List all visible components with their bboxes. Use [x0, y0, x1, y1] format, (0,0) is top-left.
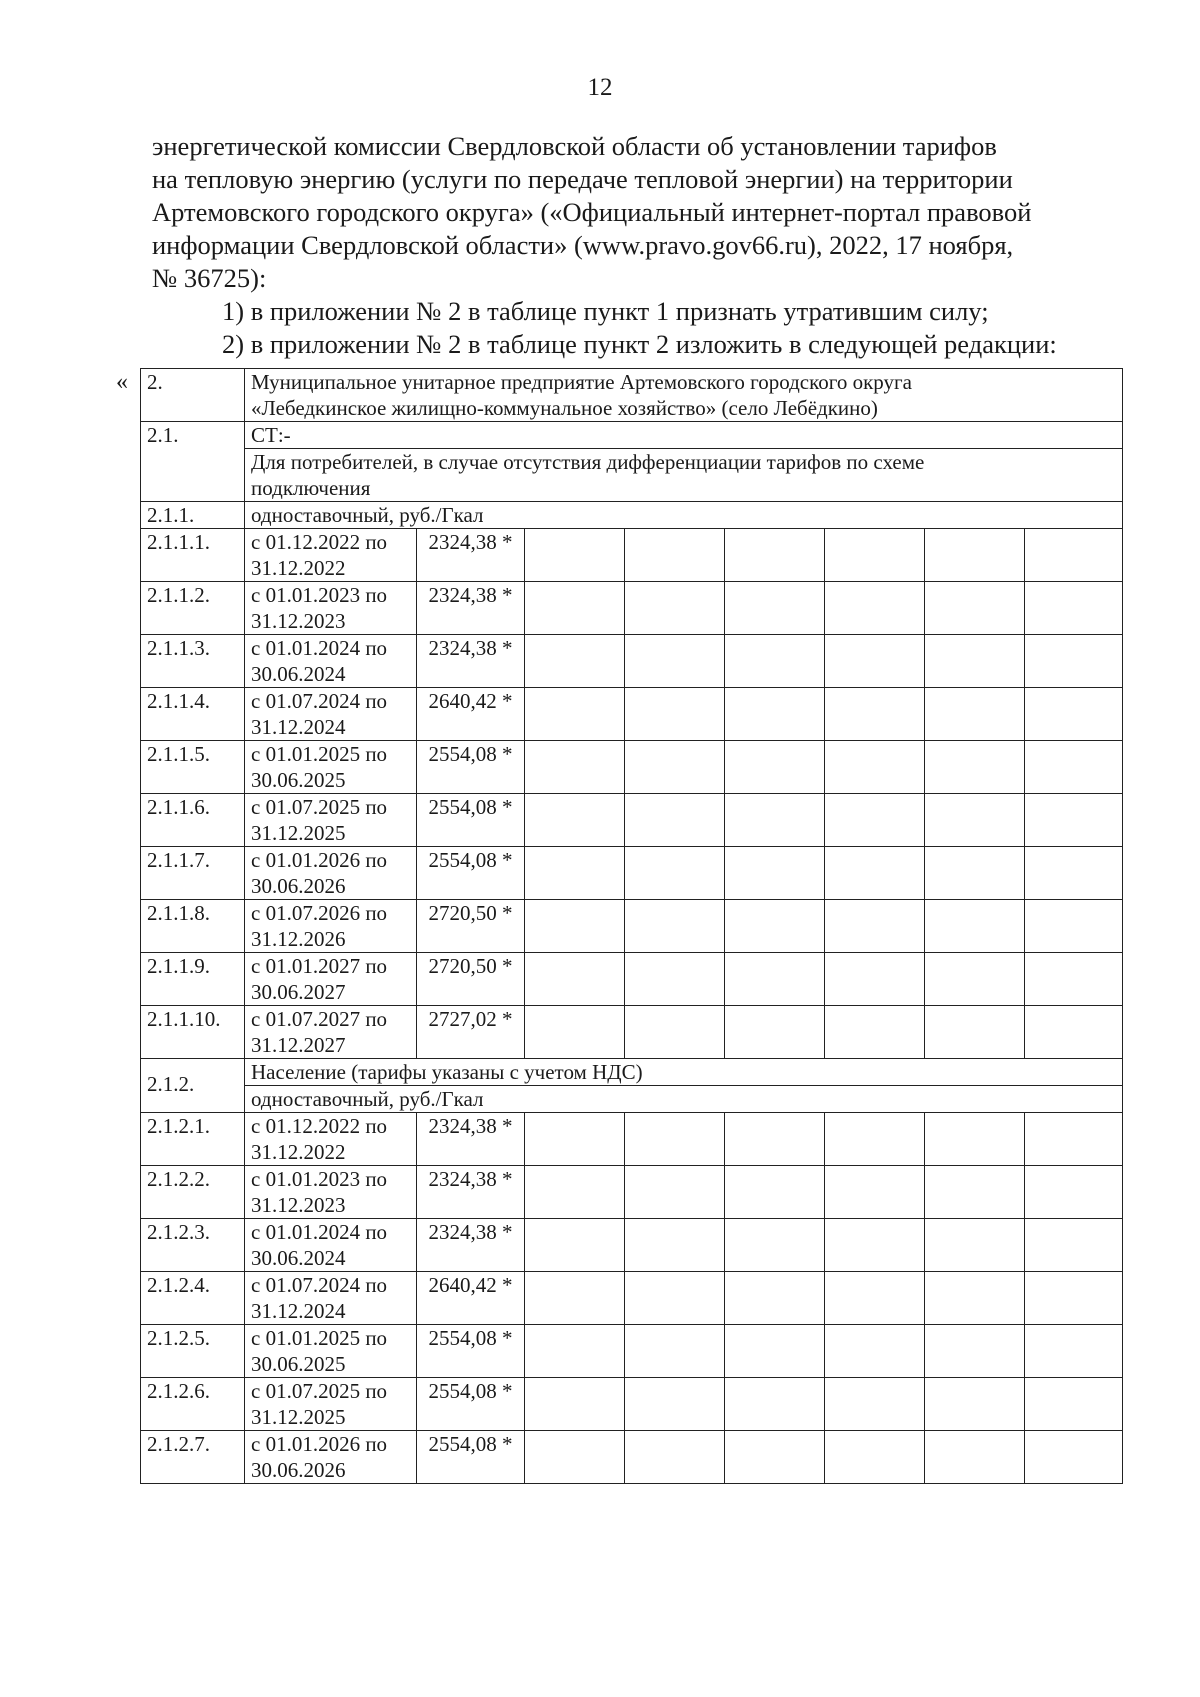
- table-row: [141, 1378, 1123, 1431]
- paragraph-line: № 36725):: [152, 263, 267, 293]
- consumers-line: подключения: [251, 476, 371, 500]
- row-number: 2.1.1.9.: [141, 953, 245, 1006]
- period-end: 31.12.2022: [251, 556, 346, 580]
- table-row: [141, 635, 1123, 688]
- empty-cell: [825, 1219, 925, 1272]
- row-number: 2.1.1.6.: [141, 794, 245, 847]
- table-row-rate: [141, 1086, 1123, 1113]
- period-end: 30.06.2027: [251, 980, 346, 1004]
- empty-cell: [825, 1431, 925, 1484]
- empty-cell: [1025, 1006, 1123, 1059]
- population-cell: Население (тарифы указаны с учетом НДС): [245, 1059, 1123, 1086]
- empty-cell: [1025, 1166, 1123, 1219]
- period-end: 31.12.2022: [251, 1140, 346, 1164]
- period-start: с 01.12.2022 по: [251, 530, 388, 554]
- empty-cell: [525, 847, 625, 900]
- row-number: 2.1.2.7.: [141, 1431, 245, 1484]
- period-start: с 01.07.2024 по: [251, 689, 388, 713]
- table-row: [141, 1113, 1123, 1166]
- period-end: 30.06.2024: [251, 1246, 346, 1270]
- empty-cell: [525, 529, 625, 582]
- empty-cell: [525, 1325, 625, 1378]
- empty-cell: [925, 1219, 1025, 1272]
- tariff-table: [140, 368, 1123, 1484]
- paragraph-line: Артемовского городского округа» («Официальный интернет-портал правовой: [152, 197, 1032, 227]
- empty-cell: [925, 1006, 1025, 1059]
- empty-cell: [1025, 900, 1123, 953]
- period-start: с 01.01.2023 по: [251, 583, 388, 607]
- empty-cell: [725, 741, 825, 794]
- empty-cell: [1025, 1219, 1123, 1272]
- period-start: с 01.12.2022 по: [251, 1114, 388, 1138]
- page-number: 12: [587, 74, 613, 101]
- empty-cell: [725, 900, 825, 953]
- empty-cell: [1025, 1113, 1123, 1166]
- empty-cell: [525, 1378, 625, 1431]
- empty-cell: [1025, 1431, 1123, 1484]
- organization-name-line: «Лебедкинское жилищно-коммунальное хозяйство» (село Лебёдкино): [251, 396, 878, 420]
- empty-cell: [725, 529, 825, 582]
- empty-cell: [825, 635, 925, 688]
- empty-cell: [825, 1166, 925, 1219]
- period-start: с 01.07.2025 по: [251, 795, 388, 819]
- period-cell: [245, 741, 417, 794]
- table-row-2-1-2: [141, 1059, 1123, 1086]
- body-text: [152, 130, 1157, 361]
- table-row: [141, 953, 1123, 1006]
- empty-cell: [825, 582, 925, 635]
- empty-cell: [525, 1431, 625, 1484]
- table-row: [141, 688, 1123, 741]
- empty-cell: [1025, 794, 1123, 847]
- table-row: [141, 794, 1123, 847]
- period-end: 31.12.2024: [251, 715, 346, 739]
- row-number: 2.1.1.10.: [141, 1006, 245, 1059]
- empty-cell: [925, 635, 1025, 688]
- period-cell: [245, 529, 417, 582]
- empty-cell: [825, 1378, 925, 1431]
- period-start: с 01.07.2027 по: [251, 1007, 388, 1031]
- empty-cell: [525, 1272, 625, 1325]
- empty-cell: [525, 1219, 625, 1272]
- empty-cell: [625, 529, 725, 582]
- period-start: с 01.01.2025 по: [251, 742, 388, 766]
- empty-cell: [725, 1431, 825, 1484]
- period-cell: [245, 900, 417, 953]
- period-start: с 01.01.2026 по: [251, 1432, 388, 1456]
- period-end: 31.12.2027: [251, 1033, 346, 1057]
- row-number: 2.1.1.3.: [141, 635, 245, 688]
- period-cell: [245, 847, 417, 900]
- period-cell: [245, 1113, 417, 1166]
- empty-cell: [925, 1325, 1025, 1378]
- empty-cell: [625, 741, 725, 794]
- item-2-text: 2) в приложении № 2 в таблице пункт 2 изложить в следующей редакции:: [222, 329, 1057, 359]
- tariff-value: 2640,42 *: [417, 1272, 525, 1325]
- empty-cell: [1025, 529, 1123, 582]
- empty-cell: [525, 582, 625, 635]
- empty-cell: [1025, 1325, 1123, 1378]
- empty-cell: [725, 1006, 825, 1059]
- table-row: [141, 847, 1123, 900]
- tariff-value: 2324,38 *: [417, 1219, 525, 1272]
- empty-cell: [725, 1272, 825, 1325]
- empty-cell: [1025, 1272, 1123, 1325]
- empty-cell: [625, 794, 725, 847]
- table-row-consumers: [141, 449, 1123, 502]
- empty-cell: [825, 847, 925, 900]
- row-number: 2.1.1.: [141, 502, 245, 529]
- period-start: с 01.01.2025 по: [251, 1326, 388, 1350]
- row-number: 2.1.1.4.: [141, 688, 245, 741]
- period-end: 30.06.2025: [251, 1352, 346, 1376]
- period-cell: [245, 1219, 417, 1272]
- organization-name-line: Муниципальное унитарное предприятие Артемовского городского округа: [251, 370, 912, 394]
- empty-cell: [725, 582, 825, 635]
- consumers-line: Для потребителей, в случае отсутствия дифференциации тарифов по схеме: [251, 450, 925, 474]
- empty-cell: [725, 1219, 825, 1272]
- empty-cell: [825, 688, 925, 741]
- table-row-2-1: [141, 422, 1123, 449]
- period-start: с 01.01.2024 по: [251, 1220, 388, 1244]
- tariff-value: 2727,02 *: [417, 1006, 525, 1059]
- table-row: [141, 1431, 1123, 1484]
- row-number: 2.1.2.1.: [141, 1113, 245, 1166]
- empty-cell: [725, 847, 825, 900]
- row-number: 2.1.2.4.: [141, 1272, 245, 1325]
- consumers-cell: [245, 449, 1123, 502]
- paragraph-line: информации Свердловской области» (www.pravo.gov66.ru), 2022, 17 ноября,: [152, 230, 1014, 260]
- period-end: 31.12.2025: [251, 821, 346, 845]
- empty-cell: [525, 1166, 625, 1219]
- empty-cell: [725, 1325, 825, 1378]
- row-number: 2.1.1.1.: [141, 529, 245, 582]
- period-start: с 01.01.2024 по: [251, 636, 388, 660]
- tariff-value: 2554,08 *: [417, 1325, 525, 1378]
- empty-cell: [725, 953, 825, 1006]
- period-cell: [245, 1272, 417, 1325]
- row-number: 2.1.1.2.: [141, 582, 245, 635]
- empty-cell: [625, 1219, 725, 1272]
- paragraph-line: на тепловую энергию (услуги по передаче тепловой энергии) на территории: [152, 164, 1013, 194]
- row-number: 2.: [141, 369, 245, 422]
- table-row: [141, 1219, 1123, 1272]
- period-start: с 01.07.2026 по: [251, 901, 388, 925]
- period-end: 30.06.2024: [251, 662, 346, 686]
- row-number: 2.1.2.3.: [141, 1219, 245, 1272]
- empty-cell: [925, 1272, 1025, 1325]
- tariff-value: 2554,08 *: [417, 794, 525, 847]
- empty-cell: [1025, 953, 1123, 1006]
- row-number: 2.1.2.5.: [141, 1325, 245, 1378]
- empty-cell: [625, 1431, 725, 1484]
- tariff-value: 2324,38 *: [417, 1166, 525, 1219]
- empty-cell: [725, 635, 825, 688]
- period-end: 31.12.2023: [251, 1193, 346, 1217]
- period-cell: [245, 1006, 417, 1059]
- paragraph-line: энергетической комиссии Свердловской области об установлении тарифов: [152, 131, 997, 161]
- organization-cell: [245, 369, 1123, 422]
- empty-cell: [625, 900, 725, 953]
- empty-cell: [725, 1113, 825, 1166]
- empty-cell: [525, 794, 625, 847]
- tariff-value: 2720,50 *: [417, 953, 525, 1006]
- table-row: [141, 1325, 1123, 1378]
- empty-cell: [825, 741, 925, 794]
- tariff-value: 2720,50 *: [417, 900, 525, 953]
- period-end: 31.12.2024: [251, 1299, 346, 1323]
- empty-cell: [1025, 1378, 1123, 1431]
- empty-cell: [625, 688, 725, 741]
- table-row-2: [141, 369, 1123, 422]
- empty-cell: [925, 847, 1025, 900]
- row-number: 2.1.2.: [141, 1059, 245, 1113]
- period-end: 30.06.2025: [251, 768, 346, 792]
- empty-cell: [1025, 847, 1123, 900]
- table-row: [141, 1006, 1123, 1059]
- tariff-value: 2554,08 *: [417, 1431, 525, 1484]
- period-start: с 01.07.2024 по: [251, 1273, 388, 1297]
- empty-cell: [825, 529, 925, 582]
- row-number: 2.1.1.5.: [141, 741, 245, 794]
- opening-quote-mark: «: [116, 369, 128, 395]
- tariff-table-body: [141, 369, 1123, 529]
- table-row: [141, 582, 1123, 635]
- empty-cell: [925, 582, 1025, 635]
- empty-cell: [625, 582, 725, 635]
- period-cell: [245, 635, 417, 688]
- period-cell: [245, 953, 417, 1006]
- tariff-value: 2554,08 *: [417, 847, 525, 900]
- empty-cell: [825, 794, 925, 847]
- table-row: [141, 741, 1123, 794]
- empty-cell: [925, 688, 1025, 741]
- row-number: 2.1.1.8.: [141, 900, 245, 953]
- empty-cell: [725, 794, 825, 847]
- empty-cell: [925, 794, 1025, 847]
- empty-cell: [525, 1006, 625, 1059]
- row-number: 2.1.1.7.: [141, 847, 245, 900]
- tariff-value: 2324,38 *: [417, 635, 525, 688]
- tariff-rows: [141, 529, 1123, 1484]
- empty-cell: [625, 1166, 725, 1219]
- empty-cell: [625, 1113, 725, 1166]
- empty-cell: [925, 1378, 1025, 1431]
- empty-cell: [1025, 635, 1123, 688]
- period-end: 30.06.2026: [251, 1458, 346, 1482]
- period-end: 30.06.2026: [251, 874, 346, 898]
- period-start: с 01.01.2026 по: [251, 848, 388, 872]
- empty-cell: [825, 900, 925, 953]
- empty-cell: [525, 900, 625, 953]
- tariff-value: 2554,08 *: [417, 1378, 525, 1431]
- empty-cell: [825, 1272, 925, 1325]
- empty-cell: [925, 1166, 1025, 1219]
- empty-cell: [625, 1325, 725, 1378]
- period-start: с 01.07.2025 по: [251, 1379, 388, 1403]
- period-end: 31.12.2026: [251, 927, 346, 951]
- empty-cell: [625, 953, 725, 1006]
- empty-cell: [525, 688, 625, 741]
- empty-cell: [925, 529, 1025, 582]
- empty-cell: [925, 953, 1025, 1006]
- period-cell: [245, 1325, 417, 1378]
- rate-type-cell: одноставочный, руб./Гкал: [245, 1086, 1123, 1113]
- empty-cell: [525, 741, 625, 794]
- period-cell: [245, 1431, 417, 1484]
- table-row: [141, 1272, 1123, 1325]
- period-cell: [245, 688, 417, 741]
- empty-cell: [925, 741, 1025, 794]
- tariff-value: 2324,38 *: [417, 582, 525, 635]
- period-end: 31.12.2023: [251, 609, 346, 633]
- empty-cell: [725, 688, 825, 741]
- empty-cell: [1025, 741, 1123, 794]
- table-row: [141, 529, 1123, 582]
- rate-type-cell: одноставочный, руб./Гкал: [245, 502, 1123, 529]
- empty-cell: [725, 1378, 825, 1431]
- empty-cell: [1025, 582, 1123, 635]
- empty-cell: [625, 635, 725, 688]
- row-number: 2.1.: [141, 422, 245, 502]
- tariff-value: 2640,42 *: [417, 688, 525, 741]
- empty-cell: [925, 1431, 1025, 1484]
- empty-cell: [625, 847, 725, 900]
- period-cell: [245, 794, 417, 847]
- period-end: 31.12.2025: [251, 1405, 346, 1429]
- empty-cell: [825, 1325, 925, 1378]
- empty-cell: [625, 1378, 725, 1431]
- empty-cell: [525, 1113, 625, 1166]
- empty-cell: [525, 635, 625, 688]
- period-cell: [245, 582, 417, 635]
- period-start: с 01.01.2023 по: [251, 1167, 388, 1191]
- item-1-text: 1) в приложении № 2 в таблице пункт 1 признать утратившим силу;: [222, 296, 989, 326]
- row-number: 2.1.2.2.: [141, 1166, 245, 1219]
- empty-cell: [725, 1166, 825, 1219]
- row-number: 2.1.2.6.: [141, 1378, 245, 1431]
- table-row: [141, 900, 1123, 953]
- empty-cell: [925, 1113, 1025, 1166]
- period-cell: [245, 1166, 417, 1219]
- empty-cell: [825, 953, 925, 1006]
- tariff-value: 2324,38 *: [417, 1113, 525, 1166]
- empty-cell: [925, 900, 1025, 953]
- empty-cell: [525, 953, 625, 1006]
- period-cell: [245, 1378, 417, 1431]
- table-row: [141, 1166, 1123, 1219]
- empty-cell: [1025, 688, 1123, 741]
- empty-cell: [625, 1272, 725, 1325]
- table-row-2-1-1: [141, 502, 1123, 529]
- tariff-value: 2554,08 *: [417, 741, 525, 794]
- period-start: с 01.01.2027 по: [251, 954, 388, 978]
- system-cell: СТ:-: [245, 422, 1123, 449]
- empty-cell: [825, 1006, 925, 1059]
- empty-cell: [825, 1113, 925, 1166]
- tariff-value: 2324,38 *: [417, 529, 525, 582]
- empty-cell: [625, 1006, 725, 1059]
